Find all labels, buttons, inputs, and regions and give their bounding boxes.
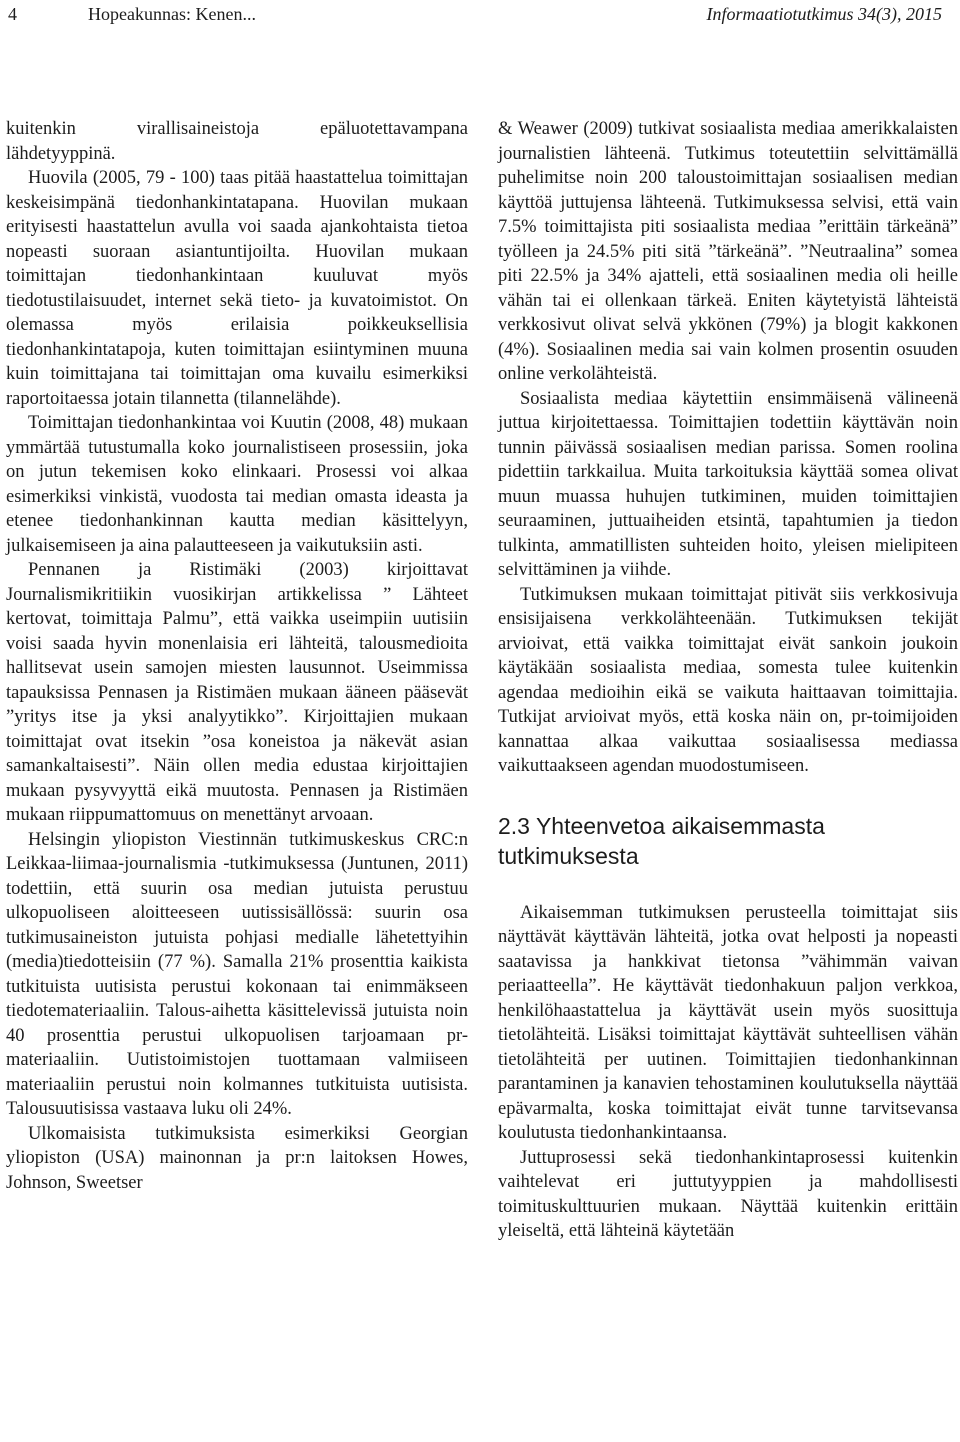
page-number: 4 bbox=[8, 4, 17, 24]
paragraph: Juttuprosessi sekä tiedonhankintaprosessi kuitenkin vaihtelevat eri juttutyyppien ja mahdollisesti toimituskulttuurien mukaan. Näyttää kuitenkin erittäin yleiseltä, että lähteinä käytetään bbox=[498, 1147, 958, 1241]
paragraph: Pennanen ja Ristimäki (2003) kirjoittavat Journalismikritiikin vuosikirjan artikkelissa ” Lähteet kertovat, toimittaja Palmu”, että vaikka useimpiin uutisiin voisi saada hyvin monenlaisia eri lähteitä, talousmedioita hallitsevat usein samojen miesten lausunnot. Useimmissa tapauksissa Pennasen ja Ristimäen mukaan ääneen pääsevät ”yritys itse ja yksi analyytikko”. Kirjoittajien mukaan toimittajat ovat itsekin ”osa koneistoa ja näkevät asian samankaltaisesti”. Näin ollen media edustaa kirjoittajien mukaan pysyvyyttä eikä muutosta. Pennasen ja Ristimäen mukaan riippumattomuus on menettänyt arvoaan. bbox=[6, 560, 468, 825]
paragraph: Tutkimuksen mukaan toimittajat pitivät siis verkkosivuja ensisijaisena verkkolähteenään. Tutkimuksen tekijät arvioivat, että vaikka toimittajat eivät sankoin joukoin käytäkään sosiaalista mediaa, somesta tulee kuitenkin agendaa medioihin eikä se vaikuta haittaavan toimittajia. Tutkijat arvioivat myös, että koska näin on, pr-toimijoiden kannattaa alkaa vaikuttaa sosiaalisessa mediassa vaikuttaakseen agendan muodostumiseen. bbox=[498, 584, 958, 776]
running-title: Hopeakunnas: Kenen... bbox=[88, 4, 256, 24]
paragraph: Aikaisemman tutkimuksen perusteella toimittajat siis näyttävät käyttävän lähteitä, jotka ovat helposti ja nopeasti saatavissa ja hankkivat tietonsa ”vähimmän vaivan periaatteella”. He käyttävät tiedonhakuun paljon verkkoa, henkilöhaastattelua ja käyttävät usein myös suosittuja tietolähteitä. Lisäksi toimittajat käyttävät suhteellisen vähän tietolähteitä per uutinen. Toimittajien tiedonhankinnan parantaminen ja kanavien tehostaminen koulutuksella näyttää epävarmalta, koska toimittajat eivät tunne tarvitsevansa koulutusta tiedonhankintaansa. bbox=[498, 902, 958, 1143]
section-heading: 2.3 Yhteenvetoa aikaisemmasta tutkimuksesta bbox=[498, 812, 825, 869]
left-column bbox=[6, 117, 468, 1195]
page-header bbox=[8, 0, 942, 28]
right-column bbox=[498, 117, 958, 1244]
paragraph: Helsingin yliopiston Viestinnän tutkimuskeskus CRC:n Leikkaa-liimaa-journalismia -tutkimuksessa (Juntunen, 2011) todettiin, että suurin osa median jutuista perustuu ulkopuoliseen aloitteeseen uutissisällössä: suurin osa tutkimusaineiston jutuista pohjasi medialle lähetettyihin (media)tiedotteisiin (77 %). Samalla 21% prosenttia kaikista tutkituista uutisista perustui kokonaan tai enimmäkseen tiedotemateriaaliin. Talous-aihetta käsittelevissä jutuista noin 40 prosenttia perustui ulkopuolisen tarjoamaan pr-materiaaliin. Uutistoimistojen tuottamaan valmiiseen materiaaliin perustui noin kolmannes tutkituista uutisista. Talousuutisissa vastaava luku oli 24%. bbox=[6, 829, 468, 1119]
journal-reference: Informaatiotutkimus 34(3), 2015 bbox=[706, 4, 942, 24]
paragraph: Ulkomaisista tutkimuksista esimerkiksi Georgian yliopiston (USA) mainonnan ja pr:n laitoksen Howes, Johnson, Sweetser bbox=[6, 1123, 468, 1193]
paragraph: Toimittajan tiedonhankintaa voi Kuutin (2008, 48) mukaan ymmärtää tutustumalla koko journalistiseen prosessiin, joka on jutun tekemisen koko elinkaari. Prosessi voi alkaa esimerkiksi vinkistä, vuodosta tai median omasta ideasta ja etenee tiedonhankinnan kautta median käsittelyyn, julkaisemiseen ja aina palautteeseen ja vaikutuksiin asti. bbox=[6, 413, 468, 556]
paragraph: Sosiaalista mediaa käytettiin ensimmäisenä välineenä juttua kirjoitettaessa. Toimittajien todettiin käyttävän noin tunnin päivässä sosiaalisen median parissa. Somen roolina pidettiin tarkkailua. Muita tarkoituksia käyttää somea olivat muun muassa huhujen tutkiminen, muiden toimittajien seuraaminen, juttuaiheiden etsintä, tapahtumien ja tiedon tulkinta, ammatillisten suhteiden hoito, yleisen mielipiteen selvittäminen ja viihde. bbox=[498, 388, 958, 580]
paragraph: Huovila (2005, 79 - 100) taas pitää haastattelua toimittajan keskeisimpänä tiedonhankintatapana. Huovilan mukaan erityisesti haastattelun avulla voi saada ajankohtaista tietoa nopeasti suoraan asiantuntijoilta. Huovilan mukaan toimittajan tiedonhankintaan kuuluvat myös tiedotustilaisuudet, internet sekä tieto- ja kuvatoimistot. On olemassa myös erilaisia poikkeuksellisia tiedonhankintatapoja, kuten toimittajan esiintyminen muuna kuin toimittajana tai toimittajan oma kuvailu esimerkiksi raportoitaessa jotain tilannetta (tilannelähde). bbox=[6, 168, 468, 409]
paragraph: kuitenkin virallisaineistoja epäluotettavampana lähdetyyppinä. bbox=[6, 119, 468, 164]
paragraph: & Weawer (2009) tutkivat sosiaalista mediaa amerikkalaisten journalistien lähteenä. Tutkimus toteutettiin selvittämällä puhelimitse noin 200 taloustoimittajan sosiaalisen median käyttöä juttujensa lähteenä. Tutkimuksessa selvisi, että vain 7.5% toimittajista piti sosiaalista mediaa ”erittäin tärkeänä” työlleen ja 24.5% piti sitä ”tärkeänä”. ”Neutraalina” somea piti 22.5% ja 34% ajatteli, että sosiaalinen media oli heille vähän tai ei ollenkaan tärkeä. Eniten käytetyistä lähteistä verkkosivut olivat selvä ykkönen (79%) ja blogit kakkonen (4%). Sosiaalinen media sai vain kolmen prosentin osuuden online verkolähteistä. bbox=[498, 119, 958, 384]
